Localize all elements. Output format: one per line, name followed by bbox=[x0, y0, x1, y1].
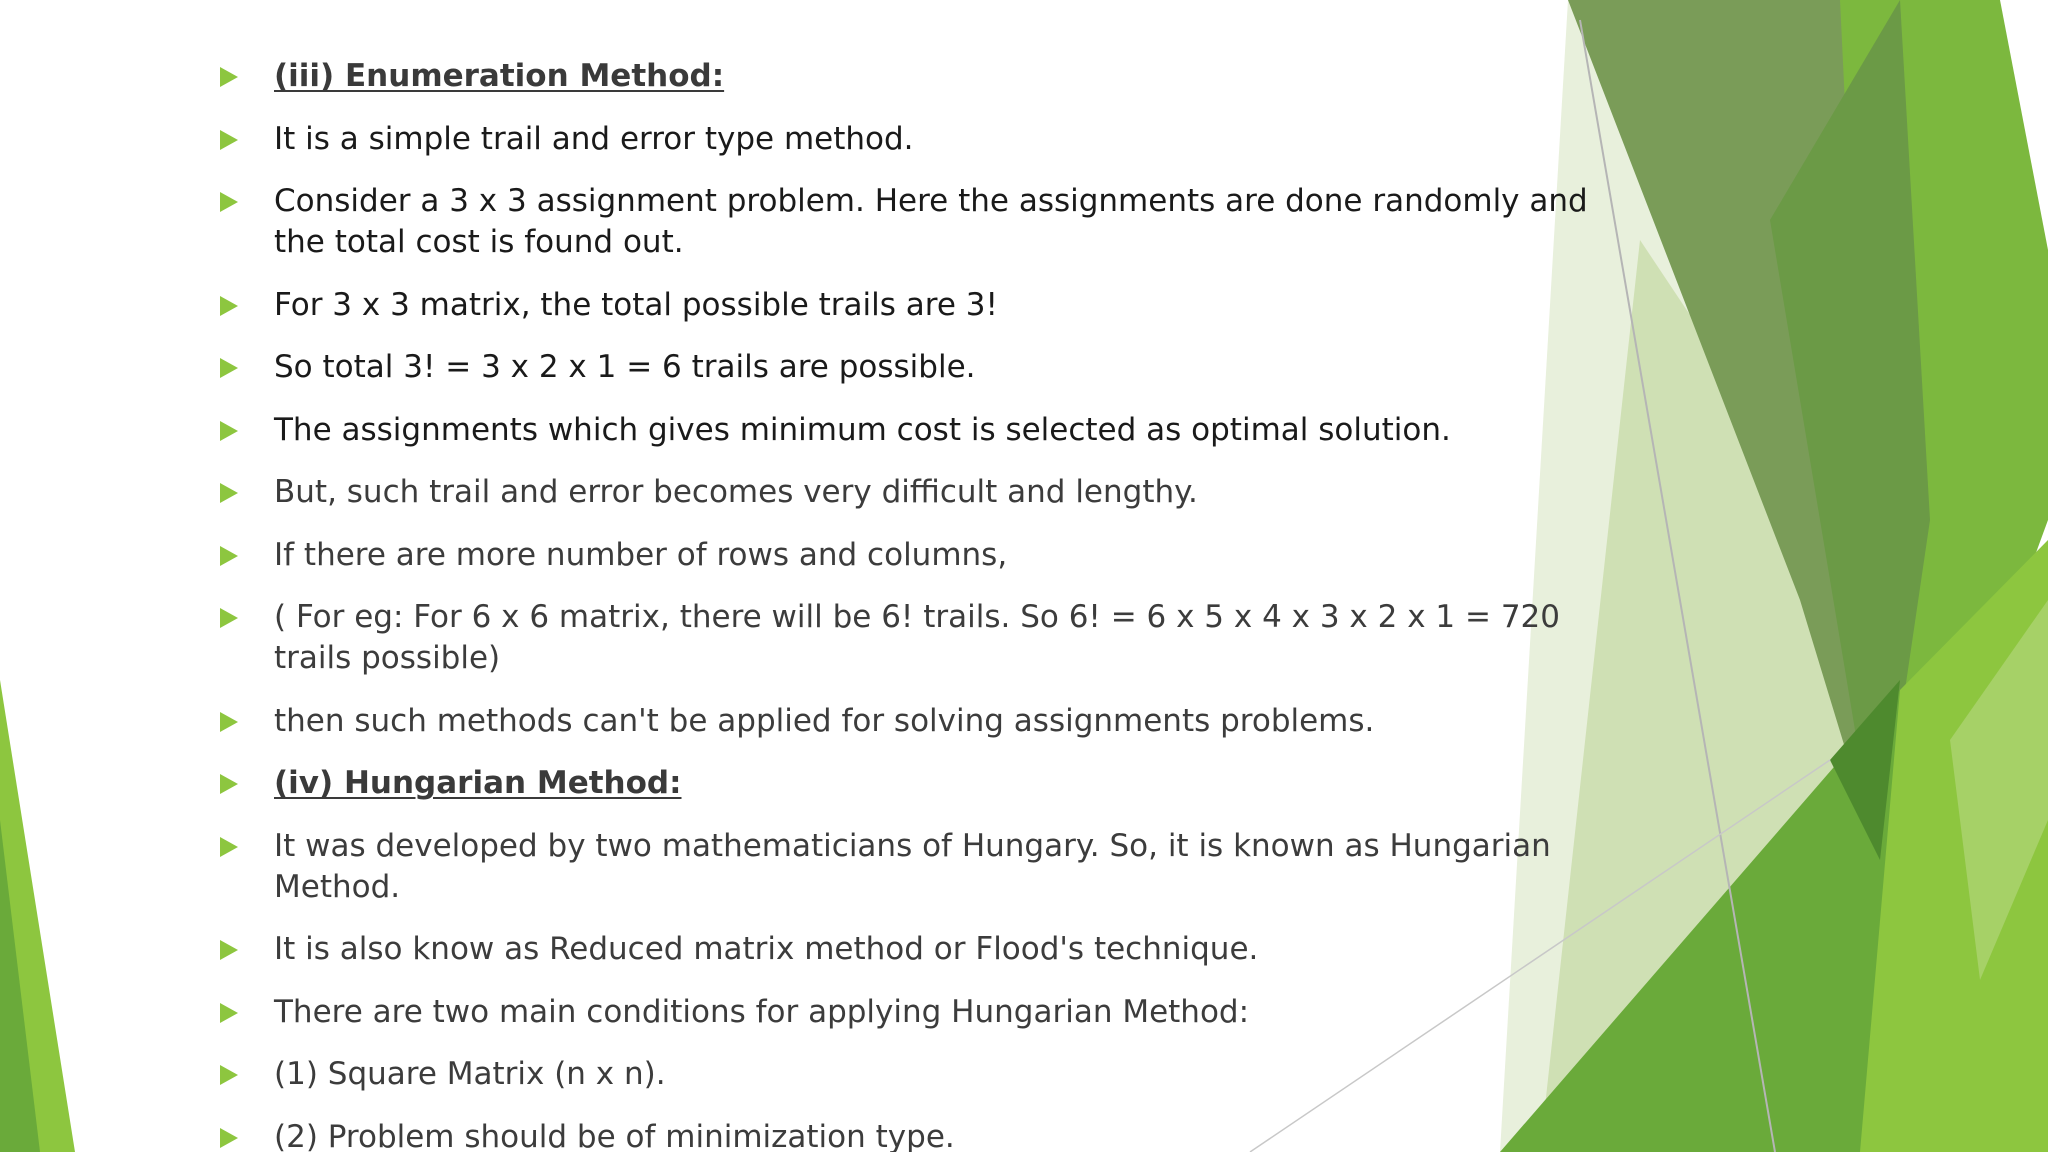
play-triangle-icon bbox=[220, 546, 238, 566]
play-triangle-icon bbox=[220, 421, 238, 441]
section-heading-text: (iii) Enumeration Method: bbox=[274, 58, 725, 94]
bullet-item bbox=[218, 410, 1608, 451]
bullet-text: If there are more number of rows and columns, bbox=[274, 536, 1008, 573]
bullet-item bbox=[218, 181, 1608, 263]
play-triangle-icon bbox=[220, 774, 238, 794]
bullet-item bbox=[218, 285, 1608, 326]
play-triangle-icon bbox=[220, 940, 238, 960]
play-triangle-icon bbox=[220, 712, 238, 732]
bullet-text: (2) Problem should be of minimization type. bbox=[274, 1118, 955, 1152]
bullet-text: It was developed by two mathematicians of Hungary. So, it is known as Hungarian Method. bbox=[274, 827, 1551, 905]
bullet-text: So total 3! = 3 x 2 x 1 = 6 trails are possible. bbox=[274, 349, 976, 385]
play-triangle-icon bbox=[220, 837, 238, 857]
bullet-item bbox=[218, 929, 1608, 970]
bullet-text: Consider a 3 x 3 assignment problem. Here the assignments are done randomly and the total cost is found out. bbox=[274, 183, 1588, 260]
bullet-list bbox=[218, 56, 1608, 1152]
play-triangle-icon bbox=[220, 192, 238, 212]
section-heading-item bbox=[218, 763, 1608, 804]
bullet-item bbox=[218, 472, 1608, 513]
section-heading-text: (iv) Hungarian Method: bbox=[274, 765, 682, 801]
bullet-item bbox=[218, 1117, 1608, 1152]
bullet-item bbox=[218, 597, 1608, 679]
play-triangle-icon bbox=[220, 296, 238, 316]
section-heading-item bbox=[218, 56, 1608, 97]
bullet-item bbox=[218, 826, 1608, 908]
play-triangle-icon bbox=[220, 1003, 238, 1023]
play-triangle-icon bbox=[220, 130, 238, 150]
play-triangle-icon bbox=[220, 67, 238, 87]
bullet-text: It is also know as Reduced matrix method or Flood's technique. bbox=[274, 931, 1259, 967]
bullet-item bbox=[218, 535, 1608, 576]
play-triangle-icon bbox=[220, 1128, 238, 1148]
bullet-item bbox=[218, 119, 1608, 160]
bullet-text: ( For eg: For 6 x 6 matrix, there will be 6! trails. So 6! = 6 x 5 x 4 x 3 x 2 x 1 = 720 trails possible) bbox=[274, 599, 1560, 676]
play-triangle-icon bbox=[220, 608, 238, 628]
bullet-text: The assignments which gives minimum cost is selected as optimal solution. bbox=[274, 411, 1451, 448]
bullet-text: then such methods can't be applied for solving assignments problems. bbox=[274, 702, 1375, 739]
bullet-item bbox=[218, 992, 1608, 1033]
bullet-text: But, such trail and error becomes very difficult and lengthy. bbox=[274, 474, 1198, 510]
bullet-text: There are two main conditions for applying Hungarian Method: bbox=[274, 993, 1250, 1030]
bullet-item bbox=[218, 701, 1608, 742]
play-triangle-icon bbox=[220, 1065, 238, 1085]
play-triangle-icon bbox=[220, 483, 238, 503]
play-triangle-icon bbox=[220, 358, 238, 378]
bullet-item bbox=[218, 1054, 1608, 1095]
bullet-text: (1) Square Matrix (n x n). bbox=[274, 1056, 666, 1092]
bullet-text: It is a simple trail and error type method. bbox=[274, 120, 914, 157]
bullet-item bbox=[218, 347, 1608, 388]
bullet-text: For 3 x 3 matrix, the total possible trails are 3! bbox=[274, 286, 998, 323]
